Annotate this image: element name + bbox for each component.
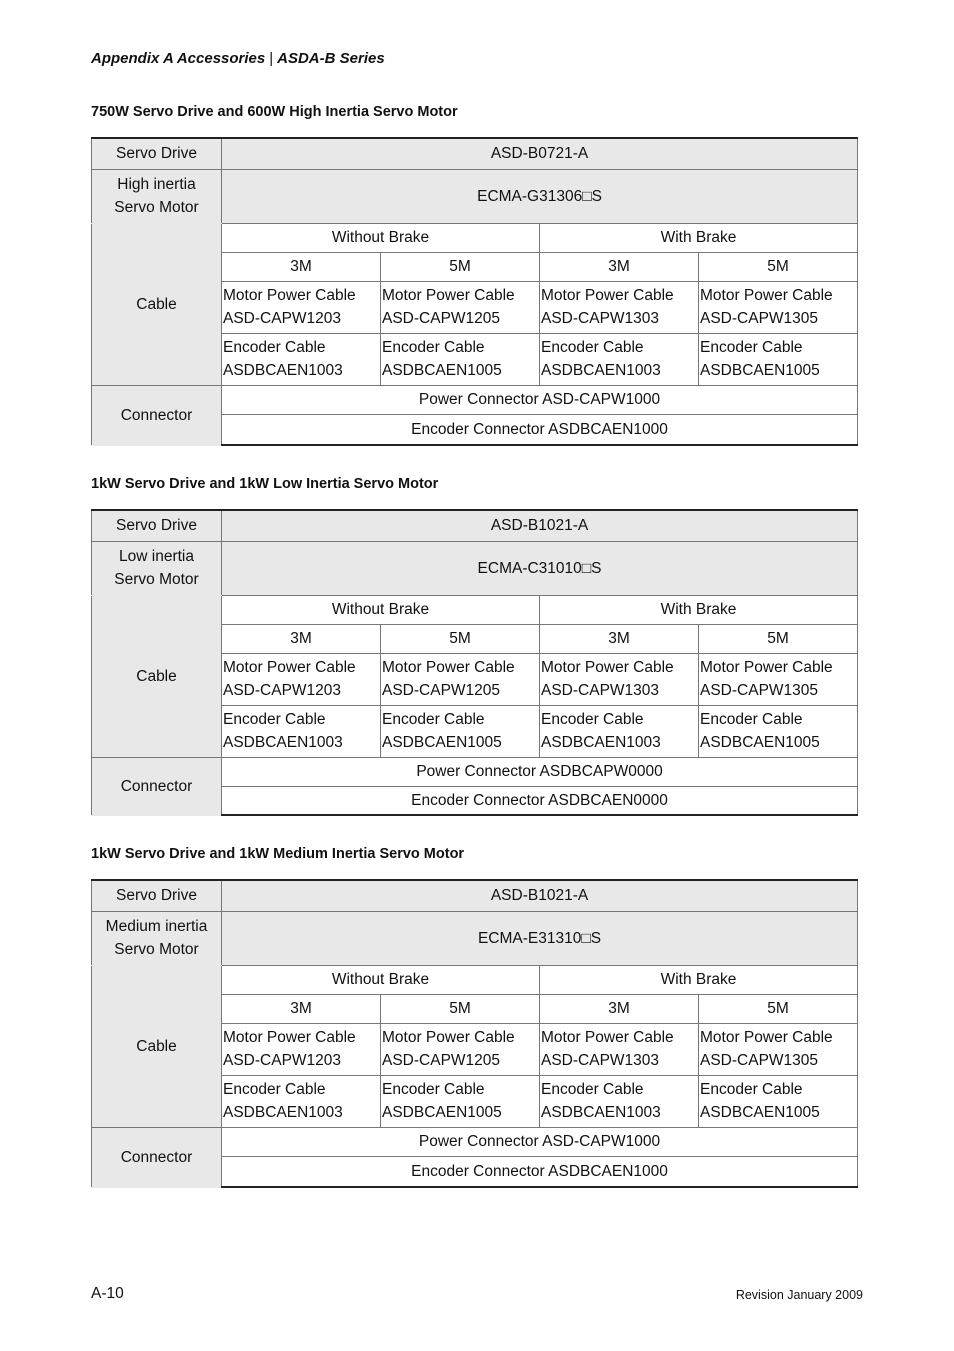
without-brake-header: Without Brake [222,595,540,624]
power-connector: Power Connector ASD-CAPW1000 [222,1127,858,1156]
length-cell: 5M [381,994,540,1023]
encoder-cable-cell [222,705,381,757]
length-cell: 3M [540,252,699,281]
power-cable-cell [699,1023,858,1075]
length-cell: 3M [222,252,381,281]
servo-drive-model: ASD-B0721-A [222,138,858,169]
encoder-cable-model: ASDBCAEN1005 [382,734,502,751]
encoder-cable-label: Encoder Cable [382,339,485,356]
cable-label: Cable [92,965,222,1127]
header-separator: | [269,50,274,67]
servo-drive-label: Servo Drive [92,880,222,911]
encoder-cable-label: Encoder Cable [541,711,644,728]
power-cable-label: Motor Power Cable [700,287,833,304]
length-cell: 3M [540,624,699,653]
power-cable-model: ASD-CAPW1203 [223,1052,342,1069]
motor-label [92,541,222,595]
cable-label: Cable [92,595,222,757]
accessory-table [91,879,858,1188]
power-cable-model: ASD-CAPW1205 [382,310,501,327]
power-cable-model: ASD-CAPW1303 [541,682,660,699]
motor-model: ECMA-G31306□S [222,169,858,223]
encoder-cable-label: Encoder Cable [700,711,803,728]
encoder-cable-model: ASDBCAEN1005 [700,734,820,751]
encoder-cable-model: ASDBCAEN1003 [541,1104,661,1121]
encoder-cable-model: ASDBCAEN1005 [700,362,820,379]
servo-drive-model: ASD-B1021-A [222,510,858,541]
length-cell: 5M [699,994,858,1023]
power-cable-label: Motor Power Cable [700,659,833,676]
header-series: ASDA-B Series [277,50,385,67]
motor-label-line1: High inertia [117,176,196,193]
encoder-connector: Encoder Connector ASDBCAEN0000 [222,786,858,815]
encoder-connector: Encoder Connector ASDBCAEN1000 [222,414,858,445]
encoder-cable-cell [699,1075,858,1127]
servo-drive-model: ASD-B1021-A [222,880,858,911]
revision-date: Revision January 2009 [735,1288,863,1302]
power-cable-cell [381,281,540,333]
encoder-cable-model: ASDBCAEN1005 [382,362,502,379]
motor-label [92,169,222,223]
power-cable-model: ASD-CAPW1203 [223,310,342,327]
cable-label: Cable [92,223,222,385]
encoder-cable-label: Encoder Cable [223,1081,326,1098]
power-cable-label: Motor Power Cable [223,1029,356,1046]
accessory-table [91,509,858,816]
length-cell: 3M [540,994,699,1023]
encoder-cable-cell [699,705,858,757]
servo-drive-label: Servo Drive [92,510,222,541]
encoder-cable-model: ASDBCAEN1003 [541,734,661,751]
power-cable-cell [540,653,699,705]
length-cell: 3M [222,624,381,653]
length-cell: 5M [381,252,540,281]
power-cable-label: Motor Power Cable [382,659,515,676]
power-connector: Power Connector ASDBCAPW0000 [222,757,858,786]
encoder-cable-label: Encoder Cable [223,711,326,728]
power-cable-cell [222,281,381,333]
power-cable-cell [381,653,540,705]
motor-model: ECMA-C31010□S [222,541,858,595]
page-header [91,50,385,67]
encoder-cable-model: ASDBCAEN1003 [223,1104,343,1121]
power-cable-model: ASD-CAPW1305 [700,310,819,327]
length-cell: 5M [381,624,540,653]
encoder-cable-label: Encoder Cable [382,1081,485,1098]
encoder-cable-cell [540,333,699,385]
motor-label-line1: Low inertia [119,548,194,565]
encoder-cable-label: Encoder Cable [223,339,326,356]
page-number: A-10 [91,1285,124,1302]
power-cable-label: Motor Power Cable [541,659,674,676]
power-cable-cell [540,281,699,333]
encoder-cable-model: ASDBCAEN1005 [382,1104,502,1121]
power-cable-label: Motor Power Cable [223,287,356,304]
section-title: 750W Servo Drive and 600W High Inertia Servo Motor [91,104,458,120]
power-cable-model: ASD-CAPW1205 [382,1052,501,1069]
power-cable-label: Motor Power Cable [541,287,674,304]
power-connector: Power Connector ASD-CAPW1000 [222,385,858,414]
power-cable-cell [699,281,858,333]
power-cable-model: ASD-CAPW1203 [223,682,342,699]
power-cable-label: Motor Power Cable [541,1029,674,1046]
motor-label-line2: Servo Motor [114,199,199,216]
encoder-cable-model: ASDBCAEN1003 [223,362,343,379]
power-cable-label: Motor Power Cable [382,1029,515,1046]
power-cable-model: ASD-CAPW1303 [541,1052,660,1069]
encoder-cable-label: Encoder Cable [700,339,803,356]
encoder-cable-model: ASDBCAEN1003 [223,734,343,751]
encoder-cable-cell [222,333,381,385]
without-brake-header: Without Brake [222,965,540,994]
with-brake-header: With Brake [540,595,858,624]
without-brake-header: Without Brake [222,223,540,252]
encoder-cable-label: Encoder Cable [700,1081,803,1098]
with-brake-header: With Brake [540,965,858,994]
power-cable-cell [381,1023,540,1075]
power-cable-cell [540,1023,699,1075]
power-cable-model: ASD-CAPW1305 [700,682,819,699]
encoder-cable-cell [381,705,540,757]
connector-label: Connector [92,1127,222,1187]
motor-label-line1: Medium inertia [105,918,208,935]
power-cable-cell [699,653,858,705]
motor-model: ECMA-E31310□S [222,911,858,965]
encoder-cable-cell [540,705,699,757]
length-cell: 3M [222,994,381,1023]
motor-label-line2: Servo Motor [114,941,199,958]
connector-label: Connector [92,757,222,815]
with-brake-header: With Brake [540,223,858,252]
encoder-connector: Encoder Connector ASDBCAEN1000 [222,1156,858,1187]
power-cable-cell [222,1023,381,1075]
encoder-cable-label: Encoder Cable [541,1081,644,1098]
motor-label-line2: Servo Motor [114,571,199,588]
power-cable-label: Motor Power Cable [223,659,356,676]
encoder-cable-cell [381,1075,540,1127]
section-title: 1kW Servo Drive and 1kW Medium Inertia Servo Motor [91,846,465,862]
connector-label: Connector [92,385,222,445]
header-title: Appendix A Accessories [91,50,266,67]
encoder-cable-cell [381,333,540,385]
power-cable-model: ASD-CAPW1205 [382,682,501,699]
power-cable-label: Motor Power Cable [382,287,515,304]
power-cable-label: Motor Power Cable [700,1029,833,1046]
encoder-cable-cell [222,1075,381,1127]
power-cable-cell [222,653,381,705]
servo-drive-label: Servo Drive [92,138,222,169]
length-cell: 5M [699,624,858,653]
section-title: 1kW Servo Drive and 1kW Low Inertia Servo Motor [91,476,439,492]
length-cell: 5M [699,252,858,281]
accessory-table [91,137,858,446]
encoder-cable-cell [699,333,858,385]
power-cable-model: ASD-CAPW1305 [700,1052,819,1069]
encoder-cable-model: ASDBCAEN1005 [700,1104,820,1121]
motor-label [92,911,222,965]
encoder-cable-label: Encoder Cable [382,711,485,728]
power-cable-model: ASD-CAPW1303 [541,310,660,327]
encoder-cable-label: Encoder Cable [541,339,644,356]
encoder-cable-cell [540,1075,699,1127]
encoder-cable-model: ASDBCAEN1003 [541,362,661,379]
